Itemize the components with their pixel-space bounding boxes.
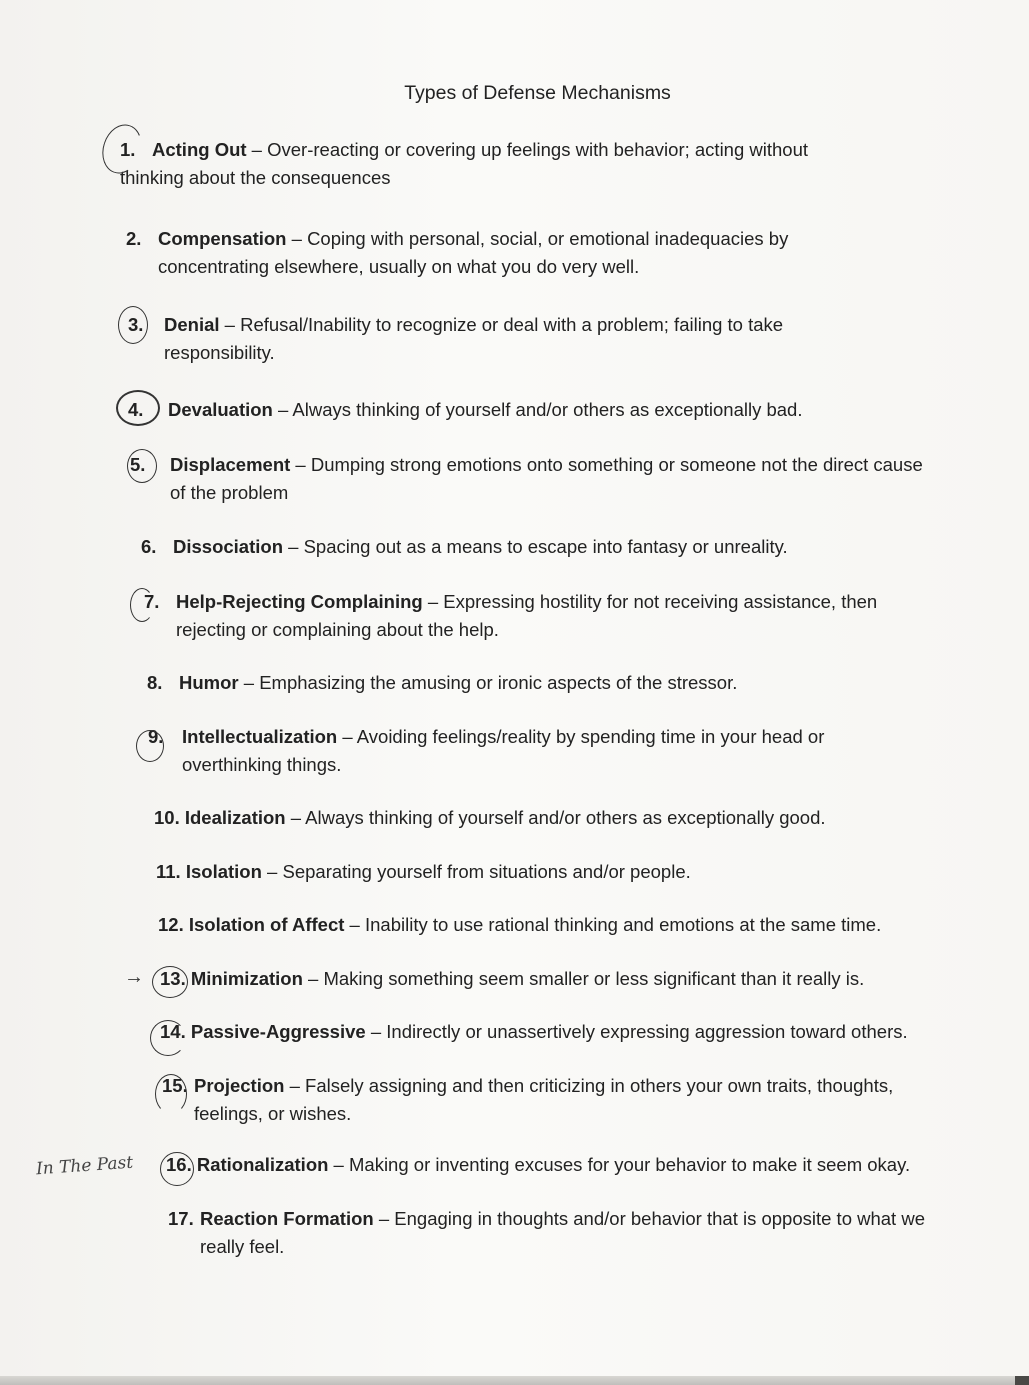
- item-term: Minimization: [190, 968, 303, 989]
- scan-corner-shadow: [1015, 1376, 1029, 1385]
- item-definition: Spacing out as a means to escape into fantasy or unreality.: [303, 536, 788, 557]
- item-term: Intellectualization: [182, 726, 338, 747]
- item-separator: –: [238, 672, 260, 693]
- list-item: [126, 225, 878, 281]
- handwritten-arrow-icon: →: [124, 966, 144, 988]
- item-separator: –: [285, 807, 306, 828]
- item-separator: –: [261, 861, 283, 882]
- item-number: 17.: [168, 1208, 194, 1229]
- item-definition: Inability to use rational thinking and emotions at the same time.: [364, 914, 882, 935]
- item-number: 9.: [148, 726, 164, 747]
- item-definition: Expressing hostility for not receiving assistance, then rejecting or complaining about the help.: [176, 591, 878, 640]
- item-definition: Always thinking of yourself and/or others as exceptionally bad.: [292, 399, 803, 420]
- item-number: 5.: [130, 454, 146, 475]
- handwritten-circle-icon: [116, 390, 160, 426]
- list-item: [160, 1018, 920, 1046]
- item-definition: Over-reacting or covering up feelings with behavior; acting without thinking about the consequences: [120, 139, 809, 188]
- list-item: [154, 804, 914, 832]
- item-definition: Avoiding feelings/reality by spending time in your head or overthinking things.: [182, 726, 825, 775]
- item-number: 13.: [160, 968, 186, 989]
- item-number: 6.: [141, 536, 157, 557]
- item-separator: –: [328, 1154, 349, 1175]
- list-item: [168, 1205, 970, 1261]
- item-term: Devaluation: [168, 399, 273, 420]
- list-item: [128, 396, 888, 424]
- item-number: 7.: [144, 591, 160, 612]
- item-number: 15.: [162, 1075, 188, 1096]
- list-item: [147, 669, 907, 697]
- item-separator: –: [290, 454, 311, 475]
- item-term: Rationalization: [196, 1154, 329, 1175]
- item-separator: –: [272, 399, 293, 420]
- item-separator: –: [219, 314, 241, 335]
- item-definition: Making or inventing excuses for your behavior to make it seem okay.: [349, 1154, 911, 1175]
- item-separator: –: [284, 1075, 306, 1096]
- handwritten-margin-note: In The Past: [35, 1152, 134, 1180]
- handwritten-circle-icon: [130, 588, 154, 622]
- item-definition: Separating yourself from situations and/or people.: [282, 861, 691, 882]
- item-definition: Indirectly or unassertively expressing aggression toward others.: [386, 1021, 908, 1042]
- item-definition: Coping with personal, social, or emotional inadequacies by concentrating elsewhere, usually on what you do very well.: [158, 228, 789, 277]
- item-separator: –: [373, 1208, 395, 1229]
- item-separator: –: [283, 536, 304, 557]
- handwritten-circle-icon: [155, 1074, 187, 1114]
- item-number: 12.: [158, 914, 184, 935]
- item-separator: –: [286, 228, 308, 249]
- item-definition: Falsely assigning and then criticizing in others your own traits, thoughts, feelings, or wishes.: [194, 1075, 894, 1124]
- item-term: Isolation of Affect: [188, 914, 345, 935]
- item-term: Humor: [179, 672, 239, 693]
- item-number: 3.: [128, 314, 144, 335]
- handwritten-circle-icon: [152, 966, 188, 998]
- page-title: Types of Defense Mechanisms: [404, 82, 671, 104]
- item-definition: Emphasizing the amusing or ironic aspects of the stressor.: [259, 672, 738, 693]
- handwritten-circle-icon: [160, 1152, 194, 1186]
- item-term: Displacement: [170, 454, 291, 475]
- list-item: [148, 723, 902, 779]
- item-term: Isolation: [185, 861, 262, 882]
- item-definition: Always thinking of yourself and/or others as exceptionally good.: [305, 807, 826, 828]
- list-item: [120, 136, 860, 192]
- list-item: [130, 451, 940, 507]
- item-number: 8.: [147, 672, 163, 693]
- item-number: 1.: [120, 139, 136, 160]
- list-item: [160, 965, 920, 993]
- item-number: 11.: [156, 861, 181, 882]
- item-definition: Making something seem smaller or less significant than it really is.: [323, 968, 865, 989]
- item-term: Dissociation: [173, 536, 283, 557]
- item-number: 2.: [126, 228, 142, 249]
- item-number: 4.: [128, 399, 144, 420]
- list-item: [141, 533, 901, 561]
- item-term: Projection: [194, 1075, 285, 1096]
- item-definition: Refusal/Inability to recognize or deal with a problem; failing to take responsibility.: [164, 314, 784, 363]
- list-item: [156, 858, 916, 886]
- item-separator: –: [337, 726, 357, 747]
- item-number: 10.: [154, 807, 180, 828]
- item-separator: –: [422, 591, 444, 612]
- item-separator: –: [344, 914, 365, 935]
- handwritten-circle-icon: [127, 449, 157, 483]
- list-item: [128, 311, 884, 367]
- list-item: [166, 1151, 926, 1179]
- item-separator: –: [365, 1021, 387, 1042]
- item-term: Acting Out: [152, 139, 247, 160]
- item-term: Compensation: [158, 228, 287, 249]
- item-separator: –: [246, 139, 268, 160]
- item-term: Denial: [164, 314, 220, 335]
- list-item: [162, 1072, 954, 1128]
- item-definition: Dumping strong emotions onto something or someone not the direct cause of the problem: [170, 454, 923, 503]
- item-term: Passive-Aggressive: [190, 1021, 366, 1042]
- handwritten-circle-icon: [150, 1020, 186, 1056]
- item-term: Idealization: [184, 807, 286, 828]
- item-term: Reaction Formation: [200, 1208, 374, 1229]
- list-item: [158, 911, 928, 939]
- list-item: [144, 588, 916, 644]
- item-number: 16.: [166, 1154, 192, 1175]
- item-separator: –: [302, 968, 324, 989]
- item-term: Help-Rejecting Complaining: [176, 591, 423, 612]
- item-number: 14.: [160, 1021, 186, 1042]
- handwritten-circle-icon: [136, 730, 164, 762]
- scan-edge-divider: [0, 1376, 1029, 1385]
- item-definition: Engaging in thoughts and/or behavior that is opposite to what we really feel.: [200, 1208, 925, 1257]
- handwritten-circle-icon: [118, 306, 148, 344]
